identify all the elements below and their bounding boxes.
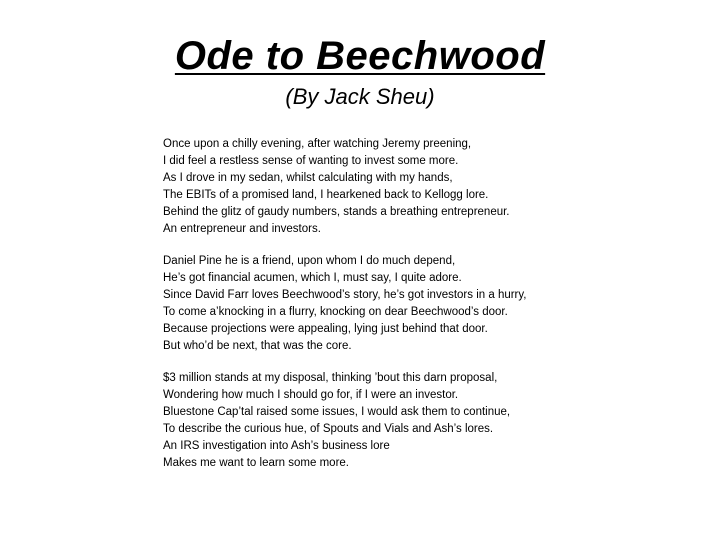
poem-line: The EBITs of a promised land, I hearkened back to Kellogg lore.: [163, 189, 489, 201]
poem-body: [163, 136, 663, 487]
poem-line: Wondering how much I should go for, if I were an investor.: [163, 389, 459, 401]
poem-line: Because projections were appealing, lying just behind that door.: [163, 323, 488, 335]
stanza-3: [163, 370, 663, 472]
poem-line: He’s got financial acumen, which I, must say, I quite adore.: [163, 272, 462, 284]
poem-line: To come a’knocking in a flurry, knocking on dear Beechwood’s door.: [163, 306, 508, 318]
poem-line: Bluestone Cap’tal raised some issues, I would ask them to continue,: [163, 406, 511, 418]
poem-title: Ode to Beechwood: [174, 34, 546, 78]
poem-line: Daniel Pine he is a friend, upon whom I do much depend,: [163, 255, 456, 267]
poem-line: As I drove in my sedan, whilst calculating with my hands,: [163, 172, 453, 184]
poem-line: Since David Farr loves Beechwood’s story, he’s got investors in a hurry,: [163, 289, 527, 301]
stanza-1: [163, 136, 663, 238]
poem-line: Once upon a chilly evening, after watching Jeremy preening,: [163, 138, 472, 150]
stanza-2: [163, 253, 663, 355]
poem-line: I did feel a restless sense of wanting to invest some more.: [163, 155, 459, 167]
poem-line: But who’d be next, that was the core.: [163, 340, 352, 352]
poem-line: An entrepreneur and investors.: [163, 223, 321, 235]
poem-byline: (By Jack Sheu): [285, 84, 435, 109]
poem-line: Makes me want to learn some more.: [163, 457, 349, 469]
poem-line: An IRS investigation into Ash’s business lore: [163, 440, 390, 452]
poem-line: Behind the glitz of gaudy numbers, stands a breathing entrepreneur.: [163, 206, 510, 218]
poem-line: To describe the curious hue, of Spouts and Vials and Ash’s lores.: [163, 423, 494, 435]
poem-line: $3 million stands at my disposal, thinking ’bout this darn proposal,: [163, 372, 498, 384]
